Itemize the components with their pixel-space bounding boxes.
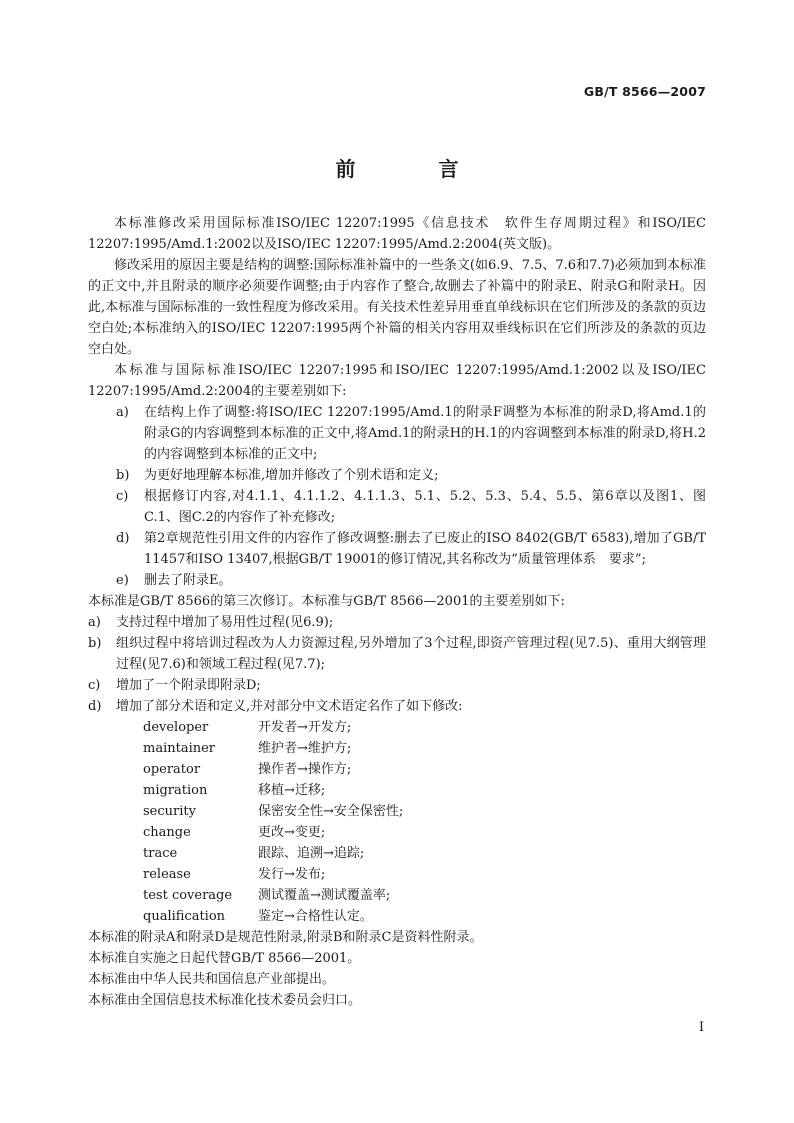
term-chinese: 鉴定→合格性认定。 bbox=[258, 909, 373, 924]
list-item bbox=[88, 465, 706, 486]
list-marker: b) bbox=[88, 636, 102, 651]
term-chinese: 跟踪、追溯→追踪; bbox=[258, 846, 365, 861]
term-english: developer bbox=[143, 720, 209, 735]
term-chinese: 保密安全性→安全保密性; bbox=[258, 804, 404, 819]
term-english: maintainer bbox=[143, 741, 216, 756]
list-text: 增加了部分术语和定义,并对部分中文术语定名作了如下修改: bbox=[116, 699, 463, 714]
term-chinese: 维护者→维护方; bbox=[258, 741, 352, 756]
list-item bbox=[88, 696, 706, 717]
intro-paragraph: 本标准与国际标准ISO/IEC 12207:1995和ISO/IEC 12207:1995/Amd.1:2002以及ISO/IEC 12207:1995/Amd.2:2004的主要差别如下: bbox=[88, 363, 706, 399]
list-item bbox=[88, 612, 706, 633]
list-item bbox=[88, 528, 706, 570]
list-text: 在结构上作了调整:将ISO/IEC 12207:1995/Amd.1的附录F调整为本标准的附录D,将Amd.1的附录G的内容调整到本标准的正文中,将Amd.1的附录H的H.1的内容调整到本标准的附录D,将H.2的内容调整到本标准的正文中; bbox=[144, 405, 706, 462]
term-chinese: 更改→变更; bbox=[258, 825, 326, 840]
intro-paragraph: 本标准修改采用国际标准ISO/IEC 12207:1995《信息技术 软件生存周期过程》和ISO/IEC 12207:1995/Amd.1:2002以及ISO/IEC 12207:1995/Amd.2:2004(英文版)。 bbox=[88, 216, 706, 252]
revision-list bbox=[88, 612, 706, 717]
list-marker: e) bbox=[116, 573, 129, 588]
list-item bbox=[88, 570, 706, 591]
term-english: operator bbox=[143, 762, 201, 777]
term-row bbox=[143, 885, 706, 906]
list-item bbox=[88, 675, 706, 696]
list-item bbox=[88, 486, 706, 528]
term-row bbox=[143, 759, 706, 780]
term-row bbox=[143, 717, 706, 738]
diff-list bbox=[88, 402, 706, 591]
term-english: migration bbox=[143, 783, 208, 798]
list-text: 为更好地理解本标准,增加并修改了个别术语和定义; bbox=[144, 468, 439, 483]
intro-paragraph: 修改采用的原因主要是结构的调整:国际标准补篇中的一些条文(如6.9、7.5、7.6和7.7)必须加到本标准的正文中,并且附录的顺序必须要作调整;由于内容作了整合,故删去了补篇中的附录E、附录G和附录H。因此,本标准与国际标准的一致性程度为修改采用。有关技术性差异用垂直单线标识在它们所涉及的条款的页边空白处;本标准纳入的ISO/IEC 12207:1995两个补篇的相关内容用双垂线标识在它们所涉及的条款的页边空白处。 bbox=[88, 258, 706, 357]
revision-intro: 本标准是GB/T 8566的第三次修订。本标准与GB/T 8566—2001的主要差别如下: bbox=[88, 594, 565, 609]
list-marker: b) bbox=[116, 468, 130, 483]
list-text: 删去了附录E。 bbox=[144, 573, 232, 588]
term-chinese: 开发者→开发方; bbox=[258, 720, 352, 735]
term-row bbox=[143, 864, 706, 885]
list-item bbox=[88, 633, 706, 675]
term-chinese: 测试覆盖→测试覆盖率; bbox=[258, 888, 391, 903]
list-marker: c) bbox=[116, 489, 129, 504]
term-english: qualification bbox=[143, 909, 226, 924]
list-text: 根据修订内容,对4.1.1、4.1.1.2、4.1.1.3、5.1、5.2、5.3、5.4、5.5、第6章以及图1、图C.1、图C.2的内容作了补充修改; bbox=[144, 489, 706, 525]
term-row bbox=[143, 801, 706, 822]
term-english: trace bbox=[143, 846, 178, 861]
document-number: GB/T 8566—2007 bbox=[583, 84, 706, 99]
term-row bbox=[143, 780, 706, 801]
term-english: security bbox=[143, 804, 196, 819]
page-number: I bbox=[698, 1020, 704, 1035]
closing-paragraph: 本标准的附录A和附录D是规范性附录,附录B和附录C是资料性附录。 bbox=[88, 930, 483, 945]
term-chinese: 移植→迁移; bbox=[258, 783, 326, 798]
term-table bbox=[143, 717, 706, 927]
closing-paragraph: 本标准由中华人民共和国信息产业部提出。 bbox=[88, 972, 336, 987]
term-english: change bbox=[143, 825, 191, 840]
list-marker: d) bbox=[116, 531, 130, 546]
term-chinese: 操作者→操作方; bbox=[258, 762, 352, 777]
foreword-body bbox=[88, 213, 706, 1011]
term-english: release bbox=[143, 867, 191, 882]
list-text: 增加了一个附录即附录D; bbox=[116, 678, 261, 693]
list-text: 组织过程中将培训过程改为人力资源过程,另外增加了3个过程,即资产管理过程(见7.5)、重用大纲管理过程(见7.6)和领域工程过程(见7.7); bbox=[116, 636, 706, 672]
list-marker: a) bbox=[88, 615, 101, 630]
list-text: 第2章规范性引用文件的内容作了修改调整:删去了已废止的ISO 8402(GB/T 6583),增加了GB/T 11457和ISO 13407,根据GB/T 19001的修订情况,其名称改为“质量管理体系 要求”; bbox=[144, 531, 706, 567]
term-row bbox=[143, 822, 706, 843]
term-english: test coverage bbox=[143, 888, 233, 903]
list-marker: a) bbox=[116, 405, 129, 420]
list-text: 支持过程中增加了易用性过程(见6.9); bbox=[116, 615, 334, 630]
closing-paragraph: 本标准自实施之日起代替GB/T 8566—2001。 bbox=[88, 951, 361, 966]
closing-paragraph: 本标准由全国信息技术标准化技术委员会归口。 bbox=[88, 993, 362, 1008]
list-marker: c) bbox=[88, 678, 101, 693]
term-chinese: 发行→发布; bbox=[258, 867, 326, 882]
list-marker: d) bbox=[88, 699, 102, 714]
term-row bbox=[143, 843, 706, 864]
term-row bbox=[143, 906, 706, 927]
list-item bbox=[88, 402, 706, 465]
page-title: 前 言 bbox=[335, 157, 497, 181]
term-row bbox=[143, 738, 706, 759]
